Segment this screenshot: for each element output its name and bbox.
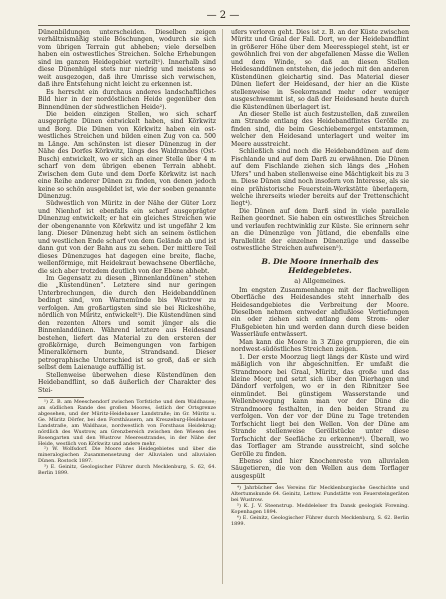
left-footnote-2: ²) W. Wolfsdorf. Die Moore des Heidegebietes und über die mineralogischen Zusammensetzung der Alluvialen und alluvialen Dünen. Rostock 1897. <box>38 446 216 465</box>
right-paragraph-8: Ebenso sind hier Knochenreste von alluvialen Säugetieren, die von den Wellen aus dem Torflager ausgespült <box>231 458 409 480</box>
page-number: — 2 — <box>206 10 240 21</box>
right-footnote-4: ⁴) Jahrbücher des Vereins für Mecklenburgische Geschichte und Altertumskunde 64. Geinitz, Lettow. Fundstätte von Feuersteingeräten bei Wustrow. <box>231 485 409 504</box>
right-paragraph-7: 1. Der erste Moorzug liegt längs der Küste und wird mäßiglich von ihr abgeschnitten. Er umfaßt die Strandmoore bei Graal, Müritz, das große und das kleine Moor, und setzt sich über den Dierhagen und Dändorf verfolgen, wo er in den Ribnitzer See einmündet. Bei günstigem Wasserstande und Wellenbewegung kann man vor der Düne die Strandmoore festhalten, in den beiden Strand zu verfolgen. Von der vor der Düne zu Tage tretenden Torfschicht liegt bei den Wellen. Von der Düne am Strande stellenweise Geröllstücke unter diese Torfschicht der Seefläche zu erkennen⁶). Überall, wo das Torflager am Strande ausstreicht, sind solche Gerölle zu finden. <box>231 353 409 458</box>
left-footnote-1: ¹) Z. B. am Meeschendorf zwischen Torfstiche und dem Waldhause; am südlichen Rande des großen Moores, östlich der Ortsgrenze abgesehen, und der Müritz-Heidebauer Landstraße; im Gr. Müritz u. Ge. Müritz Dörfer, bei den Forsthäusern, am Kreuzeburg-Heidebauer Landstraße, am Waldhaus, nordwestlich von Forsthaus Heidekrug; nördlich des Wustrow, am Grenzbereich zwischen den Wiesen des Rosengarten und den Wustrow Meeresstrandes, in der Nähe der Heide, westlich von Körkwitz und andere mehr. <box>38 399 216 447</box>
left-footnote-3: ³) E. Geinitz, Geologischer Führer durch Mecklenburg, S. 62, 64. Berlin 1899. <box>38 464 216 477</box>
left-paragraph-5: Im Gegensatz zu diesen „Binnenlanddünen“ stehen die „Küstendünen“. Letztere sind nur geringen Unterbrechungen, die durch den Heidebanddünen bedingt sind, von Warnemünde bis Wustrow zu verfolgen. Am großartigsten sind sie bei Rickeshöhe, nördlich von Müritz, entwickelt³). Die Küstendünen sind den rezenten Alters und somit jünger als die Binnenlanddünen. Während letztere aus Heidesand bestehen, liefert das Material zu den ersteren der großkörnige, durch Beimengungen von farbigen Mineralkörnern bunte, Strandsand. Dieser petrographische Unterschied ist so groß, daß er sich selbst dem Laienauge auffällig ist. <box>38 274 216 372</box>
header-rule <box>38 25 410 26</box>
section-title: B. Die Moore innerhalb des Heidegebietes. <box>261 256 379 275</box>
left-column <box>38 29 216 477</box>
left-paragraph-4: Südwestlich von Müritz in der Nähe der Güter Lorz und Nienhof ist ebenfalls ein scharf ausgeprägter Dünenzug entwickelt; er hat ein gleiches Streichen wie der obengenannte von Körkwitz und ist ungefähr 2 km lang. Dieser Dünenzug hebt sich an seinem östlichen und westlichen Ende scharf von dem Gelände ab und ist dann gut von der Bahn aus zu sehen. Der mittlere Teil dieses Dünenzuges hat dagegen eine breite, flache, wellenförmige, mit Heidekraut bewachsene Oberfläche, die sich aber trotzdem deutlich von der Ebene abhebt. <box>38 200 216 275</box>
left-paragraph-6: Stellenweise überwehen diese Küstendünen den Heidebandflint, so daß äußerlich der Charakter des Stei- <box>38 371 216 394</box>
right-paragraph-6: Man kann die Moore in 3 Züge gruppieren, die ein nordwest-südöstliches Streichen zeigen. <box>231 338 409 354</box>
right-paragraph-3: Schließlich sind noch die Heidebanddünen auf dem Fischlande und auf dem Darß zu erwähnen. Die Dünen auf dem Fischlande ziehen sich längs des „Hohen Ufers“ und haben stellenweise eine Mächtigkeit bis zu 3 m. Diese Dünen sind noch insofern von Interesse, als sie eine prähistorische Feuerstein-Werkstätte überlagern, welche ihrerseits wieder bereits auf der Trettenschicht liegt⁴). <box>231 148 409 208</box>
column-divider <box>222 29 223 584</box>
right-paragraph-1: ufers verloren geht. Dies ist z. B. an der Küste zwischen Müritz und Graal der Fall. Dort, wo der Heidebandflint in größerer Höhe über dem Meeresspiegel steht, ist er gewöhnlich frei von der abgefallenen Masse die Wellen und dem Winde, so daß an diesen Stellen Heidesanddünen entstehen, die jedoch mit den anderen Küstendünen gleichartig sind. Das Material dieser Dünen liefert der Heidesand, der hier an die Küste stellenweise in Seekornsand mehr oder weniger ausgeschwemmt ist, so daß der Heidesand heute durch die Küstendünen überlagert ist. <box>231 29 409 111</box>
right-paragraph-4: Die Dünen auf dem Darß sind in viele parallele Reihen geordnet. Sie haben ein ostwestliches Streichen und verlaufen rechtwinklig zur Küste. Sie erinnern sehr an die Dünenzüge von Jütland, die ebenfalls eine Parallelität der einzelnen Dünenzüge und dasselbe ostwestliche Streichen aufweisen⁵). <box>231 207 409 253</box>
right-footnote-6: ⁶) E. Geinitz, Geologischer Führer durch Mecklenburg, S. 62. Berlin 1899. <box>231 514 409 527</box>
left-paragraph-2: Es herrscht ein durchaus anderes landschaftliches Bild hier in der nordöstlichen Heide gegenüber den Binnendünen der südwestlichen Heide²). <box>38 88 216 111</box>
subsection-title: a) Allgemeines. <box>294 276 346 285</box>
right-paragraph-2: An dieser Stelle ist auch festzustellen, daß zuweilen am Strande entlang des Heidebandflintes Gerölle zu finden sind, die beim Geschiebemergel entstammen, welcher den Heidesand unterlagert und weiter im Meere ausstreicht. <box>231 110 409 148</box>
right-paragraph-5: Im engsten Zusammenhange mit der flachwelligen Oberfläche des Heidesandes steht innerhalb des Heidesandgebietes die Verbreitung der Moore. Dieselben nehmen entweder abflußlose Vertiefungen ein oder ziehen sich entlang dem Strom- oder Flußgebieten hin und werden dann durch diese beiden Wasserläufe entwässert. <box>231 286 409 339</box>
right-footnote-5: ⁵) K. J. V. Steenstrup. Meddelelser fra Dansk geologisk Forening. Kopenhagen 1894. <box>231 503 409 515</box>
left-paragraph-3: Die beiden einzigen Stellen, wo sich scharf ausgeprägte Dünen entwickelt haben, sind Körkwitz und Borg. Die Dünen von Körkwitz haben ein ost-westliches Streichen und bilden einen Zug von ca. 500 m Länge. Am schönsten ist dieser Dünenzug in der Nähe des Dorfes Körkwitz, längs des Waldrandes (Ost-Busch) entwickelt, wo er sich an einer Stelle über 4 m scharf von dem übrigen ebenen Terrain abhebt. Zwischen dem Gute und dem Dorfe Körkwitz ist nach eine Reihe anderer Dünen zu finden, von denen jedoch keine so schön ausgebildet ist, wie der soeben genannte Dünenzug. <box>38 110 216 200</box>
left-paragraph-1: Dünenbildungen unterscheiden. Dieselben zeigen verhältnismäßig steile Böschungen, wodurch sie sich vom übrigen Terrain gut abheben; viele derselben haben ein ostwestliches Streichen. Solche Erhebungen sind im ganzen Heidegebiet verteilt¹). Innerhalb sind diese Dünenhügel stets nur niedrig und meistens so weit ausgezogen, daß ihre Umrisse sich verwischen, daß ihre Entstehung nicht leicht zu erkennen ist. <box>38 29 216 89</box>
right-column <box>231 29 409 528</box>
